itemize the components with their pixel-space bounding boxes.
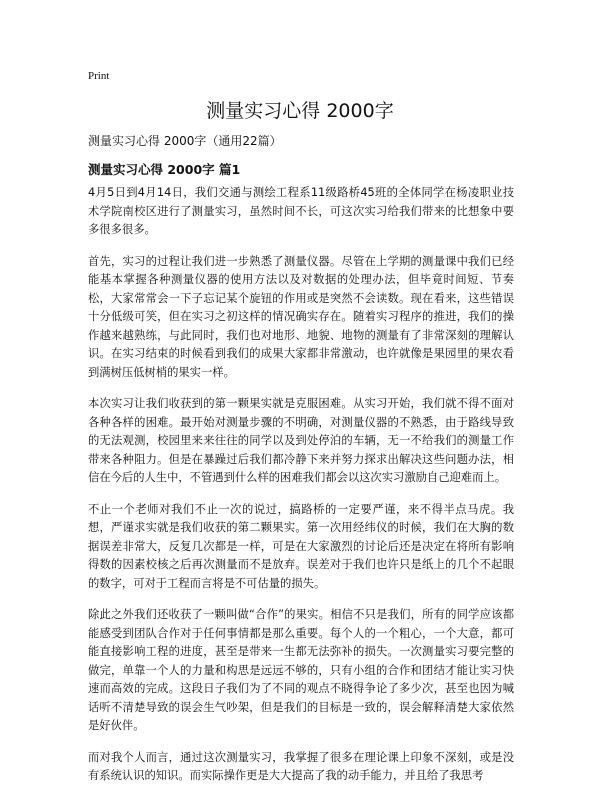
paragraph-1: 4月5日到4月14日，我们交通与测绘工程系11级路桥45班的全体同学在杨凌职业技术学院南校区进行了测量实习，虽然时间不长，可这次实习给我们带来的比想象中要多很多很多。 (88, 186, 514, 236)
page-title: 测量实习心得 2000字 (206, 100, 394, 122)
section-heading: 测量实习心得 2000字 篇1 (88, 162, 241, 177)
paragraph-2: 首先，实习的过程让我们进一步熟悉了测量仪器。尽管在上学期的测量课中我们已经能基本掌握各种测量仪器的使用方法以及对数据的处理办法，但毕竟时间短、节奏松，大家常常会一下子忘记某个旋钮的作用或是突然不会读数。现在看来，这些错误十分低级可笑，但在实习之初这样的情况确实存在。随着实习程序的推进，我们的操作越来越熟练，与此同时，我们也对地形、地貌、地物的测量有了非常深刻的理解认识。在实习结束的时候看到我们的成果大家都非常激动，也许就像是果园里的果农看到满树压低树梢的果实一样。 (88, 254, 514, 379)
paragraph-3: 本次实习让我们收获到的第一颗果实就是克服困难。从实习开始，我们就不得不面对各种各样的困难。最开始对测量步骤的不明确，对测量仪器的不熟悉，由于路线导致的无法观测，校园里来来往往的同学以及到处停泊的车辆，无一不给我们的测量工作带来各种阻力。但是在暴躁过后我们都冷静下来并努力探求出解决这些问题办法，相信在今后的人生中，不管遇到什么样的困难我们都会以这次实习激励自己迎难而上。 (88, 397, 514, 484)
print-label[interactable]: Print (88, 70, 110, 82)
document-subtitle: 测量实习心得 2000字（通用22篇） (88, 134, 282, 148)
paragraph-5: 除此之外我们还收获了一颗叫做“合作”的果实。相信不只是我们，所有的同学应该都能感受到团队合作对于任何事情都是那么重要。每个人的一个粗心，一个大意，都可能直接影响工程的进度，甚至是带来一生都无法弥补的损失。一次测量实习要完整的做完，单靠一个人的力量和构思是远远不够的，只有小组的合作和团结才能让实习快速而高效的完成。这段日子我们为了不同的观点不晓得争论了多少次，甚至也因为喊话听不清楚导致的误会生气吵架，但是我们的目标是一致的，误会解释清楚大家依然是好伙伴。 (88, 608, 514, 732)
article-body (88, 184, 514, 799)
paragraph-6: 而对我个人而言，通过这次测量实习，我掌握了很多在理论课上印象不深刻，或是没有系统认识的知识。而实际操作更是大大提高了我的动手能力，并且给了我思考 (88, 750, 514, 782)
paragraph-4: 不止一个老师对我们不止一次的说过，搞路桥的一定要严谨，来不得半点马虎。我想，严谨求实就是我们收获的第二颗果实。第一次用经纬仪的时候，我们在大胸的数据误差非常大，反复几次都是一样，可是在大家激烈的讨论后还是决定在将所有影响得数的因素校核之后再次测量而不是放弃。误差对于我们也许只是纸上的几个不起眼的数字，可对于工程而言将是不可估量的损失。 (88, 502, 514, 590)
